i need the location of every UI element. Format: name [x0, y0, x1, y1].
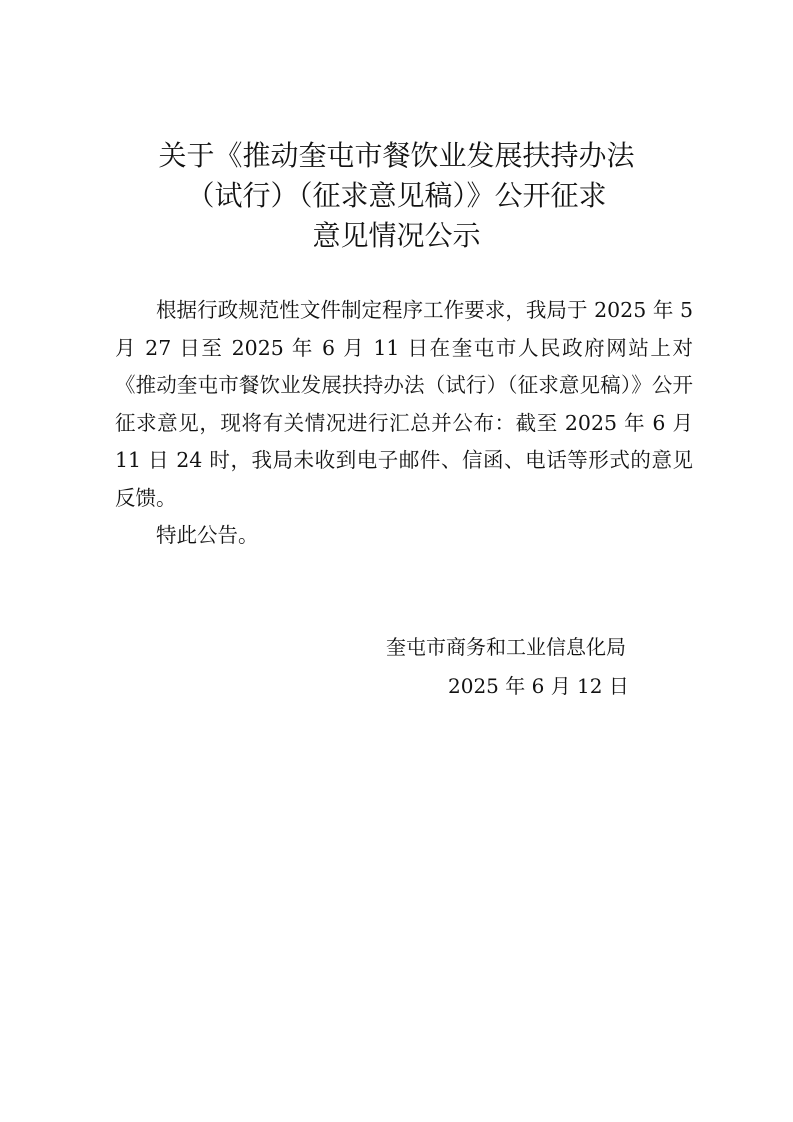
document-body [115, 292, 693, 555]
signature-date: 2025 年 6 月 12 日 [448, 674, 629, 698]
document-title [0, 136, 793, 256]
body-paragraph-closing: 特此公告。 [156, 523, 259, 547]
signature-organization: 奎屯市商务和工业信息化局 [386, 635, 626, 659]
title-line-3: 意见情况公示 [312, 219, 481, 252]
title-line-2: （试行）（征求意见稿）》公开征求 [186, 179, 607, 212]
body-paragraph-main: 根据行政规范性文件制定程序工作要求，我局于 2025 年 5 月 27 日至 2025 年 6 月 11 日在奎屯市人民政府网站上对《推动奎屯市餐饮业发展扶持办法（试行）（征求意见稿）》公开征求意见，现将有关情况进行汇总并公布：截至 2025 年 6 月 11 日 24 时，我局未收到电子邮件、信函、电话等形式的意见反馈。 [115, 298, 693, 510]
title-line-1: 关于《推动奎屯市餐饮业发展扶持办法 [158, 139, 635, 172]
